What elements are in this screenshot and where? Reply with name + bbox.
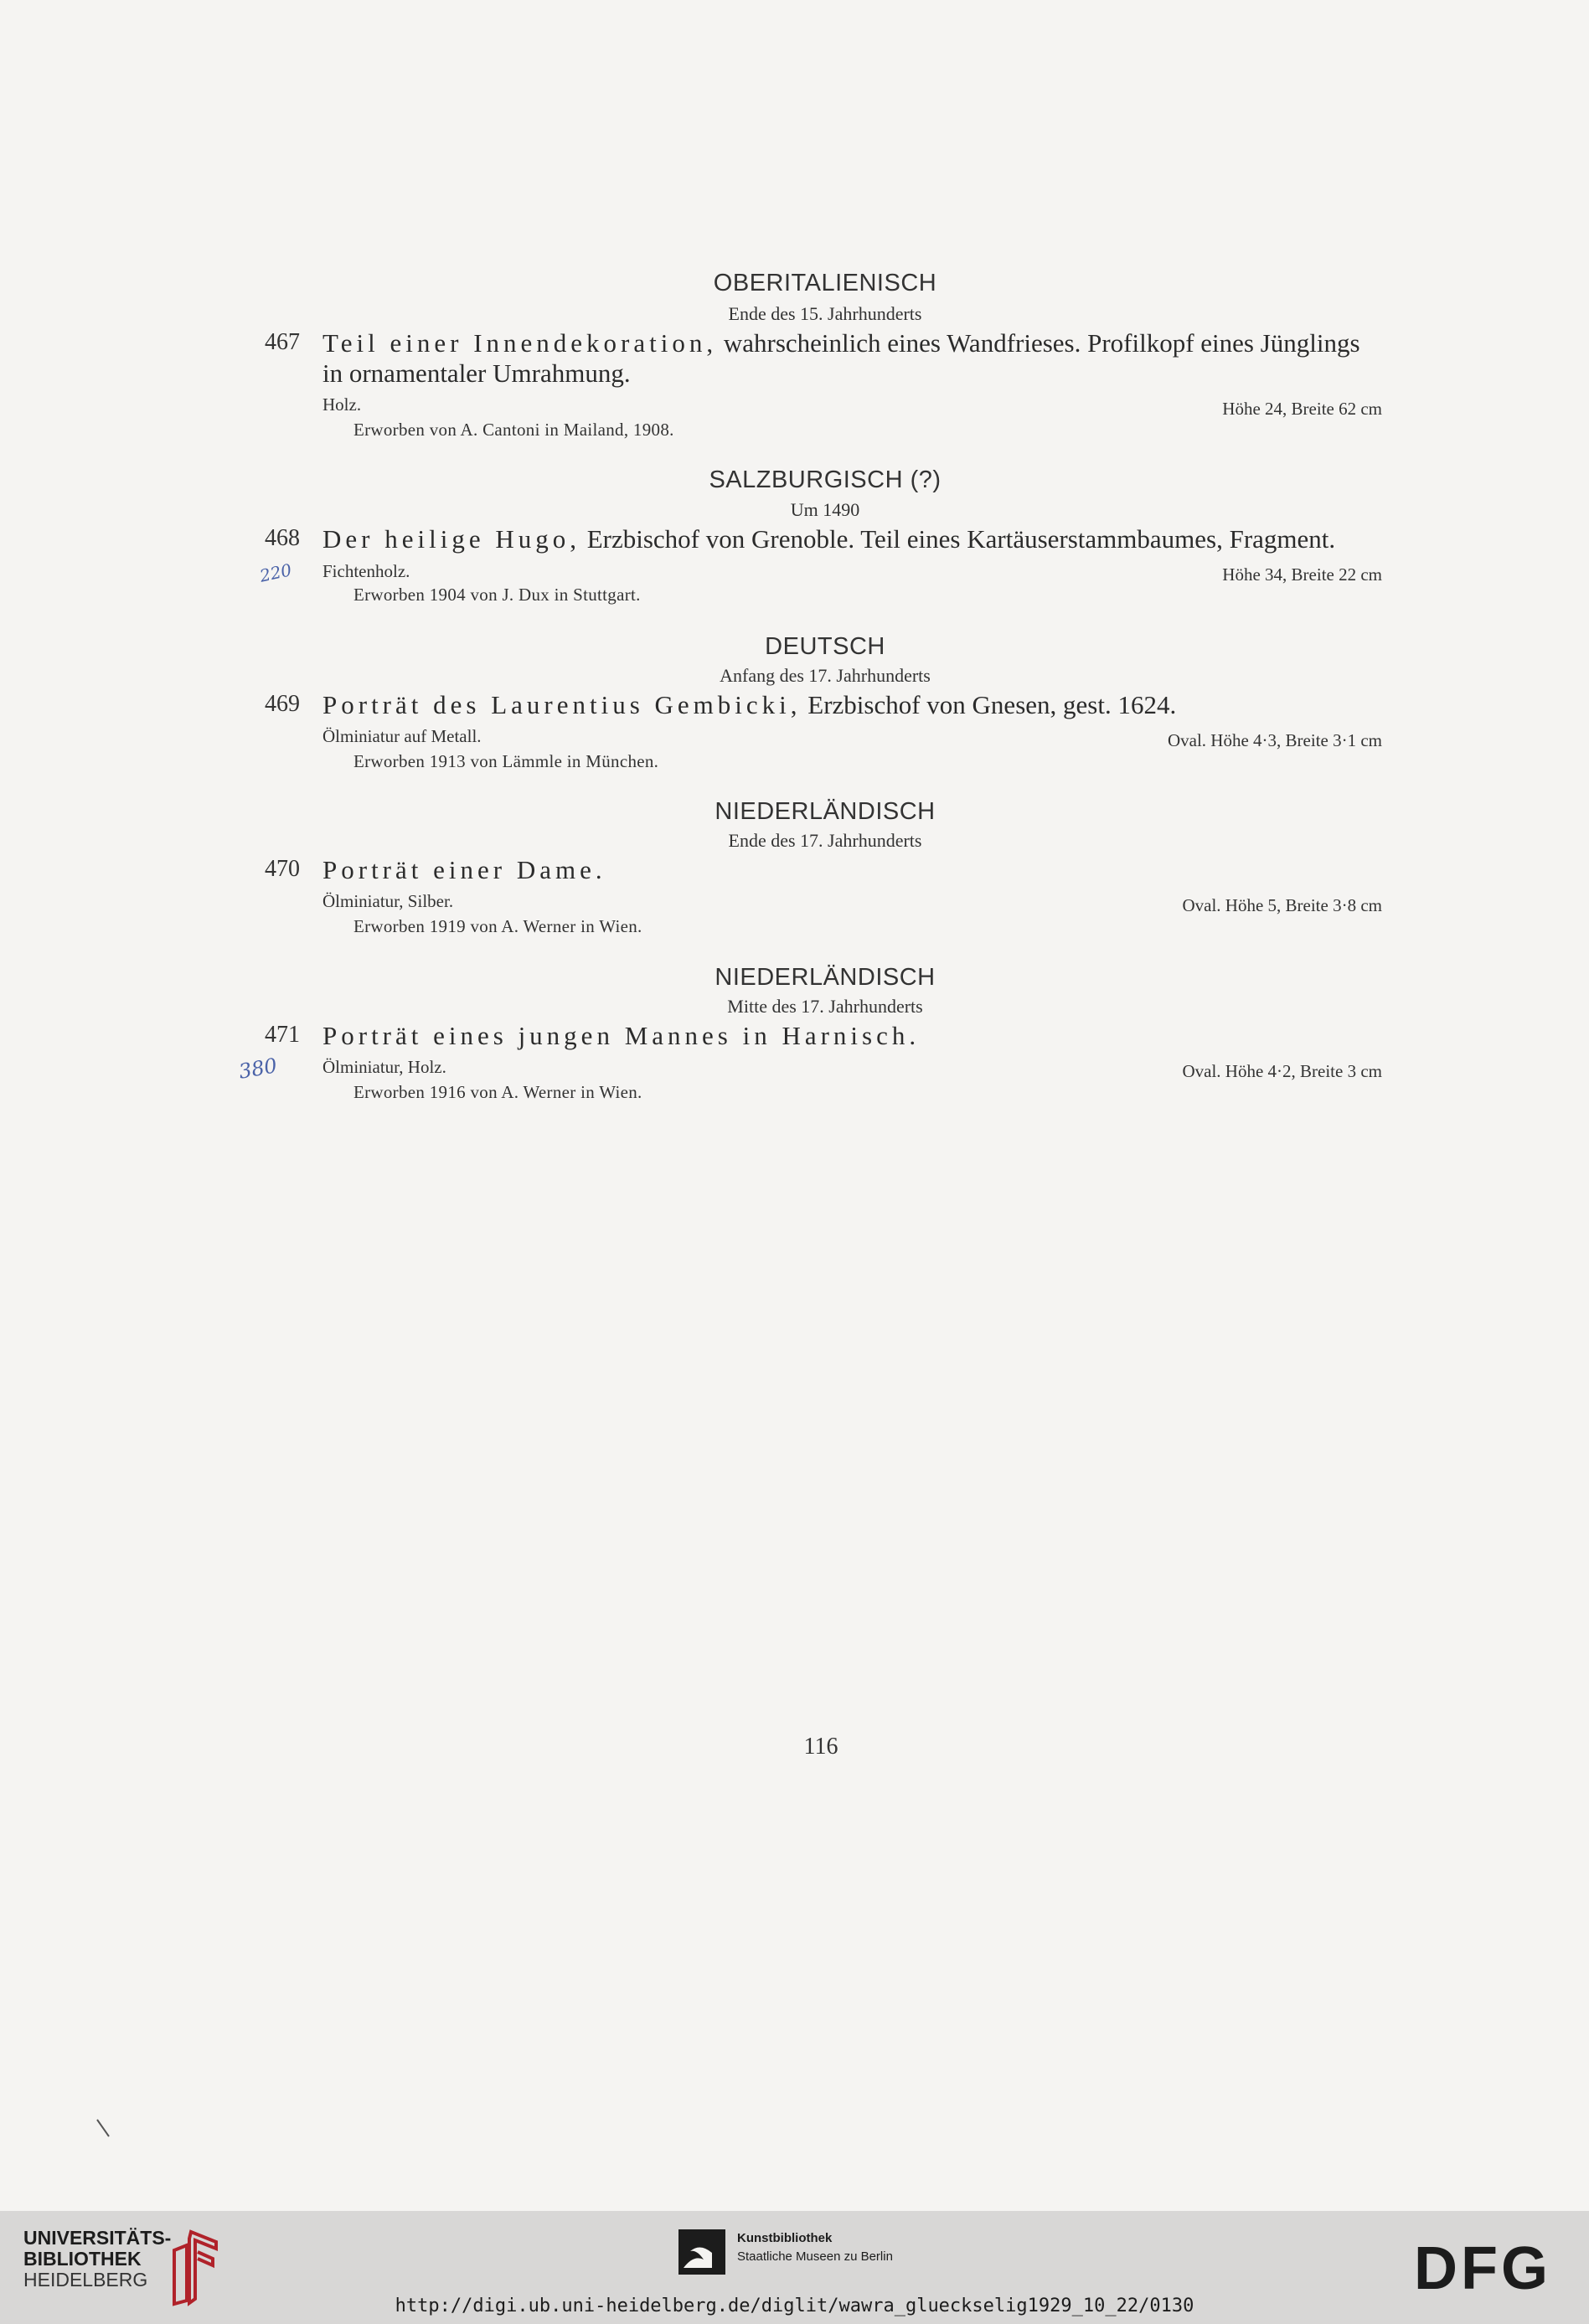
- entry-title-spaced: Porträt des Laurentius Gembicki,: [322, 690, 802, 719]
- dfg-logo: DFG: [1414, 2235, 1551, 2302]
- margin-note: 380: [236, 1054, 279, 1084]
- entry-number: 468: [265, 525, 300, 551]
- section-period: Mitte des 17. Jahrhunderts: [727, 996, 923, 1017]
- entry-title: [322, 328, 1386, 389]
- entry-material: Ölminiatur, Silber.: [322, 891, 454, 911]
- entry-dimensions: Höhe 24, Breite 62 cm: [1222, 399, 1382, 419]
- entry-title: [322, 690, 1386, 720]
- section-period: Anfang des 17. Jahrhunderts: [720, 665, 931, 686]
- entry-acquisition: Erworben von A. Cantoni in Mailand, 1908.: [353, 420, 674, 440]
- entry-acquisition: Erworben 1904 von J. Dux in Stuttgart.: [353, 585, 641, 605]
- scan-speck: [90, 2115, 124, 2148]
- ub-line-3: HEIDELBERG: [23, 2269, 148, 2291]
- kb-title: Kunstbibliothek: [737, 2231, 833, 2245]
- entry-title-rest: Erzbischof von Grenoble. Teil eines Kartäuserstammbaumes, Fragment.: [580, 524, 1336, 554]
- entry-material: Ölminiatur auf Metall.: [322, 726, 482, 746]
- entry-material: Ölminiatur, Holz.: [322, 1057, 446, 1077]
- entry-material: Fichtenholz.: [322, 561, 410, 581]
- section-period: Um 1490: [790, 499, 860, 520]
- section-period: Ende des 17. Jahrhunderts: [728, 830, 922, 851]
- entry-title-spaced: Porträt eines jungen Mannes in Harnisch.: [322, 1021, 921, 1050]
- section-heading: NIEDERLÄNDISCH: [715, 964, 936, 991]
- entry-dimensions: Oval. Höhe 5, Breite 3·8 cm: [1182, 895, 1382, 915]
- ub-heidelberg-logo-text: [23, 2228, 171, 2291]
- ub-line-2: BIBLIOTHEK: [23, 2248, 142, 2270]
- section-heading: NIEDERLÄNDISCH: [715, 798, 936, 825]
- kb-subtitle: Staatliche Museen zu Berlin: [737, 2249, 893, 2264]
- section-period: Ende des 15. Jahrhunderts: [728, 303, 922, 324]
- entry-title-rest: wahrscheinlich eines Wandfrieses. Profilkopf eines Jünglings in ornamentaler Umrahmung.: [322, 328, 1360, 388]
- ub-heidelberg-logo-icon: [157, 2224, 224, 2307]
- section-heading: DEUTSCH: [765, 633, 885, 660]
- entry-title: [322, 855, 1386, 885]
- entry-title-spaced: Porträt einer Dame.: [322, 855, 606, 884]
- entry-title: [322, 1021, 1386, 1051]
- margin-note: 220: [257, 559, 294, 586]
- ub-line-1: UNIVERSITÄTS-: [23, 2227, 172, 2249]
- kunstbibliothek-logo-text: [737, 2229, 893, 2266]
- entry-title-rest: Erzbischof von Gnesen, gest. 1624.: [801, 690, 1177, 719]
- entry-acquisition: Erworben 1913 von Lämmle in München.: [353, 751, 659, 771]
- entry-number: 471: [265, 1022, 300, 1048]
- entry-number: 469: [265, 691, 300, 717]
- page-number: 116: [803, 1734, 838, 1760]
- entry-title-spaced: Der heilige Hugo,: [322, 524, 580, 554]
- entry-dimensions: Oval. Höhe 4·3, Breite 3·1 cm: [1167, 730, 1382, 750]
- source-url[interactable]: http://digi.ub.uni-heidelberg.de/diglit/wawra_glueckselig1929_10_22/0130: [395, 2296, 1194, 2316]
- entry-dimensions: Oval. Höhe 4·2, Breite 3 cm: [1182, 1061, 1382, 1081]
- entry-acquisition: Erworben 1919 von A. Werner in Wien.: [353, 916, 642, 936]
- entry-material: Holz.: [322, 394, 362, 415]
- kunstbibliothek-logo-icon: [678, 2229, 725, 2275]
- entry-number: 470: [265, 856, 300, 882]
- section-heading: SALZBURGISCH (?): [709, 466, 942, 493]
- entry-title: [322, 524, 1386, 554]
- entry-dimensions: Höhe 34, Breite 22 cm: [1222, 564, 1382, 585]
- entry-title-spaced: Teil einer Innendekoration,: [322, 328, 718, 358]
- entry-number: 467: [265, 329, 300, 355]
- section-heading: OBERITALIENISCH: [713, 270, 937, 296]
- entry-acquisition: Erworben 1916 von A. Werner in Wien.: [353, 1082, 642, 1102]
